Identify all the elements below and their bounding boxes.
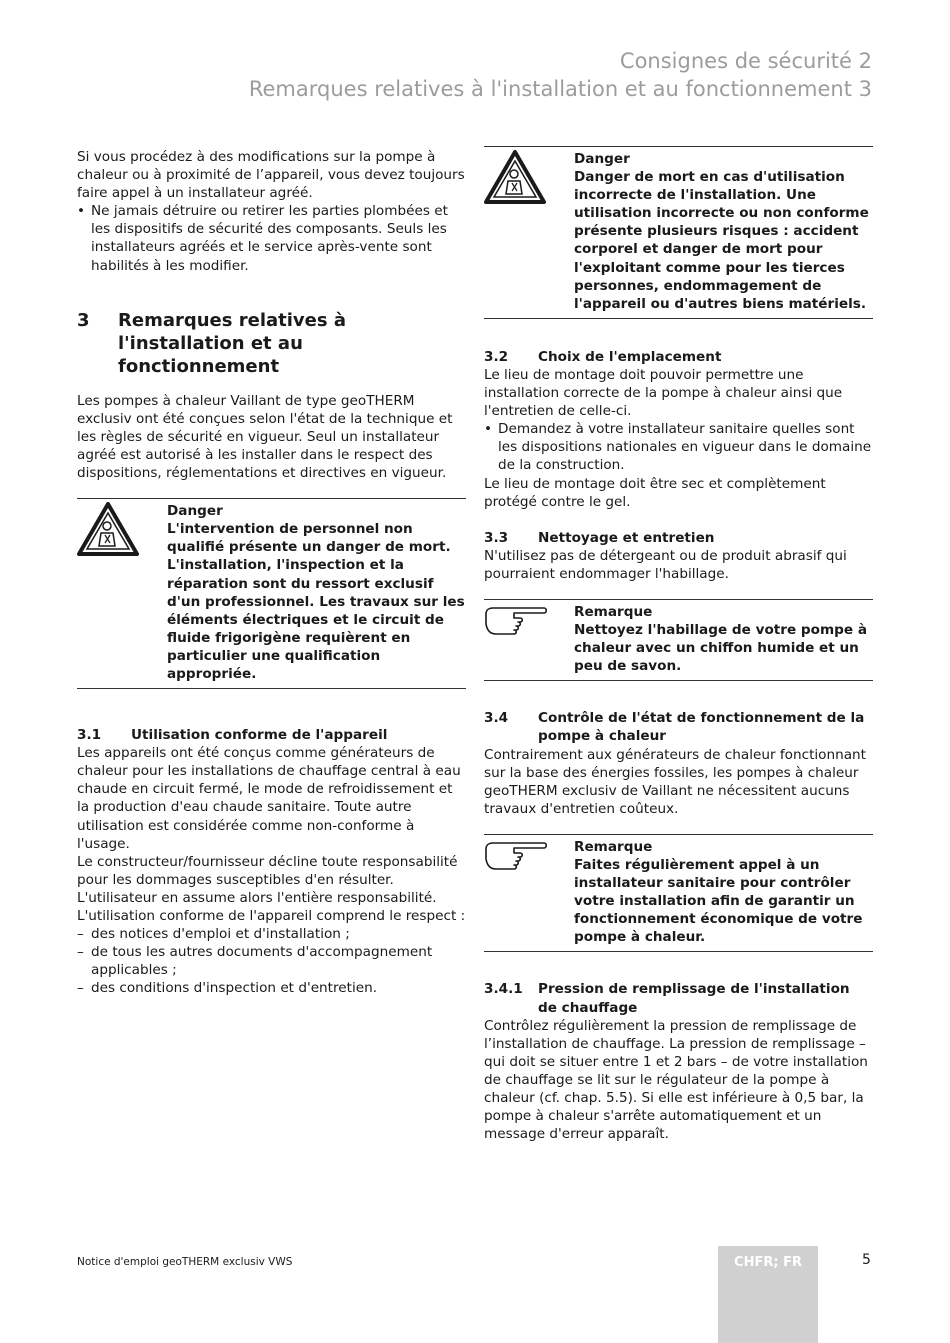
section-3-2-paragraph-1: Le lieu de montage doit pouvoir permettre une installation correcte de la pompe à chaleur ainsi que l'entretien de celle-ci. xyxy=(484,366,843,420)
note-box-inspection xyxy=(484,834,873,953)
list-item xyxy=(77,925,466,943)
page-number: 5 xyxy=(862,1252,871,1268)
list-item-text: de tous les autres documents d'accompagnement applicables ; xyxy=(91,944,433,979)
section-3-1-paragraph-1: Les appareils ont été conçus comme générateurs de chaleur pour les installations de chauffage central à eau chaude en circuit fermé, le mode de refroidissement et la production d'eau chaude sanitaire. Toute autre utilisation est considérée comme non-conforme à l'usage. xyxy=(77,745,461,852)
note-text: Nettoyez l'habillage de votre pompe à chaleur avec un chiffon humide et un peu de savon. xyxy=(574,622,868,675)
danger-warning-icon xyxy=(484,150,546,209)
section-3-4-number: 3.4 xyxy=(484,710,509,727)
list-item xyxy=(77,979,466,997)
section-3-1-title: Utilisation conforme de l'appareil xyxy=(131,727,388,744)
note-text: Faites régulièrement appel à un installateur sanitaire pour contrôler votre installation afin de garantir un fonctionnement économique de votre pompe à chaleur. xyxy=(574,857,863,946)
section-3-4-heading xyxy=(484,709,873,745)
intro-paragraph: Si vous procédez à des modifications sur la pompe à chaleur ou à proximité de l’appareil, vous devez toujours faire appel à un installateur agréé. xyxy=(77,149,465,202)
section-3-3-heading xyxy=(484,529,873,547)
dash-icon: – xyxy=(77,926,84,943)
header-chapter-2: Consignes de sécurité 2 xyxy=(619,49,872,73)
danger-warning-icon xyxy=(77,502,139,561)
section-3-3-paragraph: N'utilisez pas de détergeant ou de produit abrasif qui pourraient endommager l'habillage. xyxy=(484,547,847,582)
list-item-text: des conditions d'inspection et d'entretien. xyxy=(91,980,378,997)
note-box-cleaning xyxy=(484,599,873,681)
section-3-body: Les pompes à chaleur Vaillant de type geoTHERM exclusiv ont été conçues selon l'état de la technique et les règles de sécurité en vigueur. Seul un installateur agréé est autorisé à les installer dans le respect des dispositions, réglementations et directives en vigueur. xyxy=(77,392,453,482)
section-3-1-heading xyxy=(77,726,466,744)
danger-text: Danger de mort en cas d'utilisation incorrecte de l'installation. Une utilisation incorrecte ou non conforme présente plusieurs risques : accident corporel et danger de mort pour l'exploitant comme pour les tierces personnes, endommagement de l'appareil ou d'autres biens matériels. xyxy=(574,169,869,312)
section-3-4-1-paragraph: Contrôlez régulièrement la pression de remplissage de l’installation de chauffage. La pression de remplissage – qui doit se situer entre 1 et 2 bars – de votre installation de chauffage se lit sur le régulateur de la pompe à chaleur (cf. chap. 5.5). Si elle est inférieure à 0,5 bar, la pompe à chaleur s'arrête automatiquement et un message d'erreur apparaît. xyxy=(484,1017,868,1143)
footer-document-title: Notice d'emploi geoTHERM exclusiv VWS xyxy=(77,1256,293,1268)
section-3-4-title: Contrôle de l'état de fonctionnement de la pompe à chaleur xyxy=(538,710,865,745)
pointing-hand-icon xyxy=(484,604,548,645)
pointing-hand-icon xyxy=(484,839,548,880)
section-3-3-title: Nettoyage et entretien xyxy=(538,529,715,546)
section-3-4-paragraph: Contrairement aux générateurs de chaleur fonctionnant sur la base des énergies fossiles, les pompes à chaleur geoTHERM exclusiv de Vaillant ne nécessitent aucuns travaux d'entretien coûteux. xyxy=(484,746,866,817)
section-3-2-bullet-text: Demandez à votre installateur sanitaire quelles sont les dispositions nationales en vigueur dans le domaine de la construction. xyxy=(498,421,872,474)
bullet-icon: • xyxy=(484,421,493,438)
section-3-1-paragraph-3: L'utilisation conforme de l'appareil comprend le respect : xyxy=(77,908,466,924)
language-tab: CHFR; FR xyxy=(718,1246,818,1343)
danger-title: Danger xyxy=(574,151,630,167)
danger-box-usage xyxy=(484,146,873,319)
section-3-1-paragraph-2: Le constructeur/fournisseur décline toute responsabilité pour les dommages susceptibles d'en résulter. L'utilisateur en assume alors l'entière responsabilité. xyxy=(77,853,458,906)
note-title: Remarque xyxy=(574,838,653,855)
dash-icon: – xyxy=(77,980,84,997)
section-3-number: 3 xyxy=(77,309,90,331)
section-3-2-bullet xyxy=(484,420,873,474)
section-3-4-1-title: Pression de remplissage de l'installation de chauffage xyxy=(538,981,850,1016)
section-3-heading xyxy=(77,309,466,378)
section-3-2-heading xyxy=(484,348,873,366)
danger-box-qualification xyxy=(77,498,466,689)
danger-title: Danger xyxy=(167,503,223,520)
section-3-2-number: 3.2 xyxy=(484,348,509,365)
note-title: Remarque xyxy=(574,603,653,620)
section-3-title: Remarques relatives à l'installation et au fonctionnement xyxy=(118,309,346,377)
right-column xyxy=(484,146,873,1143)
bullet-icon: • xyxy=(77,203,86,220)
danger-text: L'intervention de personnel non qualifié présente un danger de mort. L'installation, l'inspection et la réparation sont du ressort exclusif d'un professionnel. Les travaux sur les éléments électriques et le circuit de fluide frigorigène requièrent en particulier une qualification appropriée. xyxy=(167,521,465,682)
section-3-2-title: Choix de l'emplacement xyxy=(538,348,722,365)
list-item-text: des notices d'emploi et d'installation ; xyxy=(91,926,350,943)
left-column xyxy=(77,148,466,997)
dash-icon: – xyxy=(77,944,84,961)
section-3-4-1-number: 3.4.1 xyxy=(484,981,523,998)
section-3-2-paragraph-2: Le lieu de montage doit être sec et complètement protégé contre le gel. xyxy=(484,475,826,510)
list-item xyxy=(77,943,466,979)
intro-bullet-text: Ne jamais détruire ou retirer les parties plombées et les dispositifs de sécurité des composants. Seuls les installateurs agréés et le service après-vente sont habilités à les modifier. xyxy=(91,203,448,274)
section-3-3-number: 3.3 xyxy=(484,529,509,546)
intro-bullet xyxy=(77,202,466,274)
section-3-1-number: 3.1 xyxy=(77,727,102,744)
section-3-4-1-heading xyxy=(484,980,873,1016)
header-chapter-3: Remarques relatives à l'installation et au fonctionnement 3 xyxy=(248,77,872,101)
